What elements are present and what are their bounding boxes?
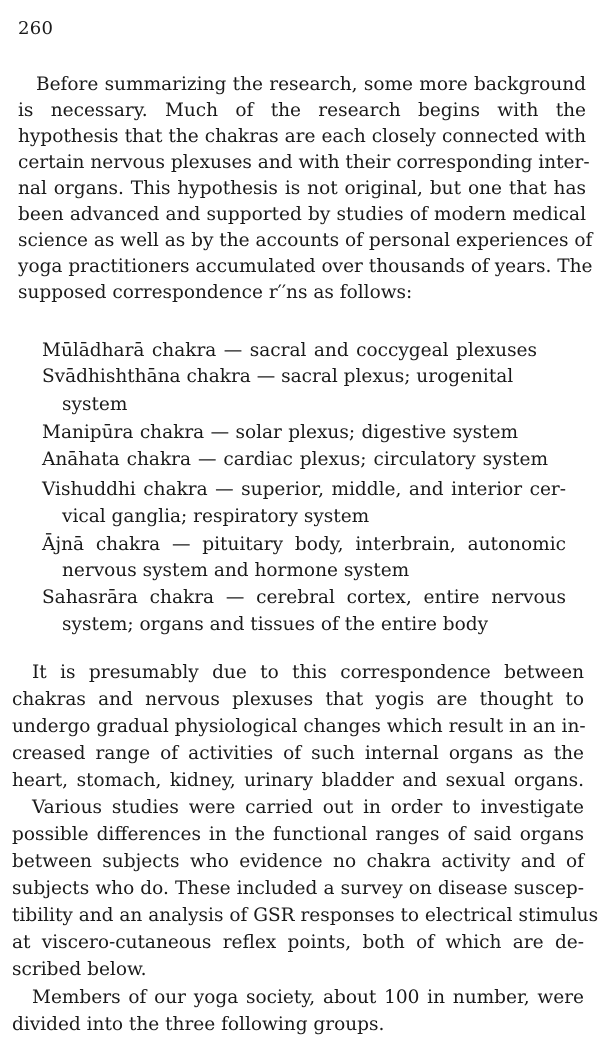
list-item-continuation: nervous system and hormone system — [62, 560, 410, 581]
text-line: It is presumably due to this correspondence between — [32, 662, 584, 683]
text-line: yoga practitioners accumulated over thousands of years. The — [18, 256, 593, 277]
list-item: Svādhishthāna chakra — sacral plexus; urogenital — [42, 366, 514, 387]
list-item: Mūlādharā chakra — sacral and coccygeal plexuses — [42, 340, 537, 361]
text-line: between subjects who evidence no chakra activity and of — [12, 851, 584, 872]
text-line: science as well as by the accounts of personal experiences of — [18, 230, 593, 251]
text-line: been advanced and supported by studies of modern medical — [18, 204, 586, 225]
text-line: supposed correspondence r′′ns as follows: — [18, 282, 413, 303]
text-line: Members of our yoga society, about 100 in number, were — [32, 987, 584, 1008]
text-line: tibility and an analysis of GSR responses to electrical stimulus — [12, 905, 599, 926]
list-item: Ājnā chakra — pituitary body, interbrain, autonomic — [42, 534, 566, 555]
list-item-continuation: system; organs and tissues of the entire body — [62, 614, 489, 635]
text-line: creased range of activities of such internal organs as the — [12, 743, 584, 764]
list-item: Anāhata chakra — cardiac plexus; circulatory system — [42, 449, 548, 470]
text-line: heart, stomach, kidney, urinary bladder and sexual organs. — [12, 770, 584, 791]
text-line: undergo gradual physiological changes which result in an in- — [12, 716, 586, 737]
text-line: divided into the three following groups. — [12, 1014, 385, 1035]
text-line: at viscero-cutaneous reflex points, both of which are de- — [12, 932, 584, 953]
text-line: is necessary. Much of the research begins with the — [18, 100, 586, 121]
text-line: nal organs. This hypothesis is not original, but one that has — [18, 178, 586, 199]
text-line: subjects who do. These included a survey on disease suscep- — [12, 878, 584, 899]
list-item: Sahasrāra chakra — cerebral cortex, entire nervous — [42, 587, 566, 608]
text-line: chakras and nervous plexuses that yogis are thought to — [12, 689, 584, 710]
text-line: Before summarizing the research, some more background — [36, 74, 586, 95]
text-line: hypothesis that the chakras are each closely connected with — [18, 126, 586, 147]
text-line: Various studies were carried out in order to investigate — [32, 797, 584, 818]
text-line: scribed below. — [12, 959, 147, 980]
list-item-continuation: system — [62, 394, 128, 415]
list-item: Manipūra chakra — solar plexus; digestive system — [42, 422, 518, 443]
text-line: certain nervous plexuses and with their corresponding inter- — [18, 152, 590, 173]
list-item-continuation: vical ganglia; respiratory system — [62, 506, 370, 527]
list-item: Vishuddhi chakra — superior, middle, and interior cer- — [42, 479, 566, 500]
page-number: 260 — [18, 18, 54, 39]
text-line: possible differences in the functional ranges of said organs — [12, 824, 584, 845]
